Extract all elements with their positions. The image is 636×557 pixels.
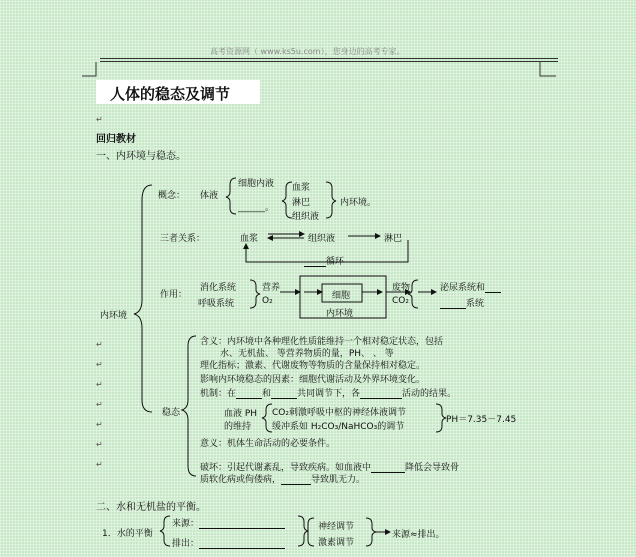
- ph-line-b: 的维持: [224, 422, 252, 432]
- nutrient: 营养: [262, 283, 281, 293]
- part1-heading: 一、内环境与稳态。: [96, 151, 186, 162]
- paragraph-mark: ↵: [96, 460, 103, 469]
- paragraph-mark: ↵: [96, 380, 103, 389]
- co2: CO₂: [392, 296, 409, 306]
- buffer-1: CO₂刺激呼吸中枢的神经体液调节: [272, 408, 406, 418]
- paragraph-mark: ↵: [96, 420, 103, 429]
- paragraph-mark: ↵: [96, 400, 103, 409]
- other-system: [440, 296, 484, 309]
- system-label: 系统: [466, 299, 485, 309]
- hormone-reg: 激素调节: [318, 538, 355, 548]
- buffer-2: 缓冲系如 H₂CO₃/NaHCO₃的调节: [272, 422, 405, 432]
- nerve-reg: 神经调节: [318, 522, 355, 532]
- mech-a: 机制：在: [200, 389, 237, 399]
- water-source: [172, 516, 285, 529]
- ph-range: PH＝7.35－7.45: [446, 415, 517, 425]
- break-line2: [200, 472, 365, 485]
- mech-b: 和: [262, 389, 272, 399]
- urinary-label: 泌尿系统和: [440, 283, 486, 293]
- page-title: 人体的稳态及调节: [110, 85, 231, 103]
- cell: 细胞: [332, 291, 351, 301]
- mech-d: 活动的结果。: [402, 389, 457, 399]
- ph-line-a: 血液 PH: [224, 409, 258, 419]
- function-label: 作用：: [160, 290, 188, 300]
- factors-line: 影响内环境稳态的因素：细胞代谢活动及外界环境变化。: [200, 375, 426, 385]
- root-node: 内环境: [100, 311, 128, 321]
- waste: 废物: [392, 283, 411, 293]
- break-d: 导致肌无力。: [311, 475, 366, 485]
- meaning-line2: 水、无机盐、 等营养物质的量，PH、 、 等: [220, 349, 394, 359]
- break-b: 降低会导致骨: [405, 463, 460, 473]
- source-label: 来源：: [172, 519, 200, 529]
- mech-c: 共同调节下，各: [297, 389, 361, 399]
- relation-label: 三者关系：: [160, 234, 206, 244]
- homeostasis-label: 稳态: [162, 408, 181, 418]
- paragraph-mark: ↵: [96, 115, 103, 124]
- intra-fluid: 细胞内液: [238, 179, 275, 189]
- breath-system: 呼吸系统: [198, 299, 235, 309]
- urinary-system: [440, 280, 501, 293]
- water-result: 来源≈排出。: [392, 530, 445, 540]
- body-fluid: 体液: [200, 191, 219, 201]
- relation-plasma: 血浆: [240, 234, 259, 244]
- section-heading: 回归教材: [96, 134, 136, 145]
- water-label: 1．水的平衡: [102, 529, 153, 539]
- mechanism-line: [200, 386, 456, 399]
- paragraph-mark: ↵: [96, 440, 103, 449]
- concept-label: 概念：: [158, 191, 186, 201]
- loop-label: 循环: [326, 257, 345, 267]
- relation-loop: [304, 254, 344, 267]
- significance: 意义：机体生命活动的必要条件。: [200, 439, 336, 449]
- digest-system: 消化系统: [200, 283, 237, 293]
- concept-result: 内环境。: [340, 198, 377, 208]
- part2-heading: 二、水和无机盐的平衡。: [96, 502, 206, 513]
- oxygen: O₂: [262, 296, 273, 306]
- water-output: [172, 536, 285, 549]
- header-copyright: 高考资源网（ www.ks5u.com），您身边的高考专家。: [210, 47, 405, 56]
- paragraph-mark: ↵: [96, 360, 103, 369]
- meaning-line1: 含义：内环境中各种理化性质能维持一个相对稳定状态，包括: [200, 337, 444, 347]
- paragraph-mark: ↵: [96, 340, 103, 349]
- output-label: 排出：: [172, 539, 200, 549]
- relation-lymph: 淋巴: [384, 234, 403, 244]
- extra-blank: ______。: [238, 203, 275, 213]
- tissue-fluid: 组织液: [292, 212, 320, 222]
- lymph: 淋巴: [292, 198, 311, 208]
- plasma: 血浆: [292, 183, 311, 193]
- break-c: 质软化病或佝偻病，: [200, 475, 282, 485]
- break-a: 破坏：引起代谢紊乱，导致疾病。如血液中: [200, 463, 372, 473]
- relation-tissue: 组织液: [308, 234, 336, 244]
- inner-env: 内环境: [326, 309, 354, 319]
- meaning-line3: 理化指标；激素、代谢废物等物质的含量保持相对稳定。: [200, 361, 426, 371]
